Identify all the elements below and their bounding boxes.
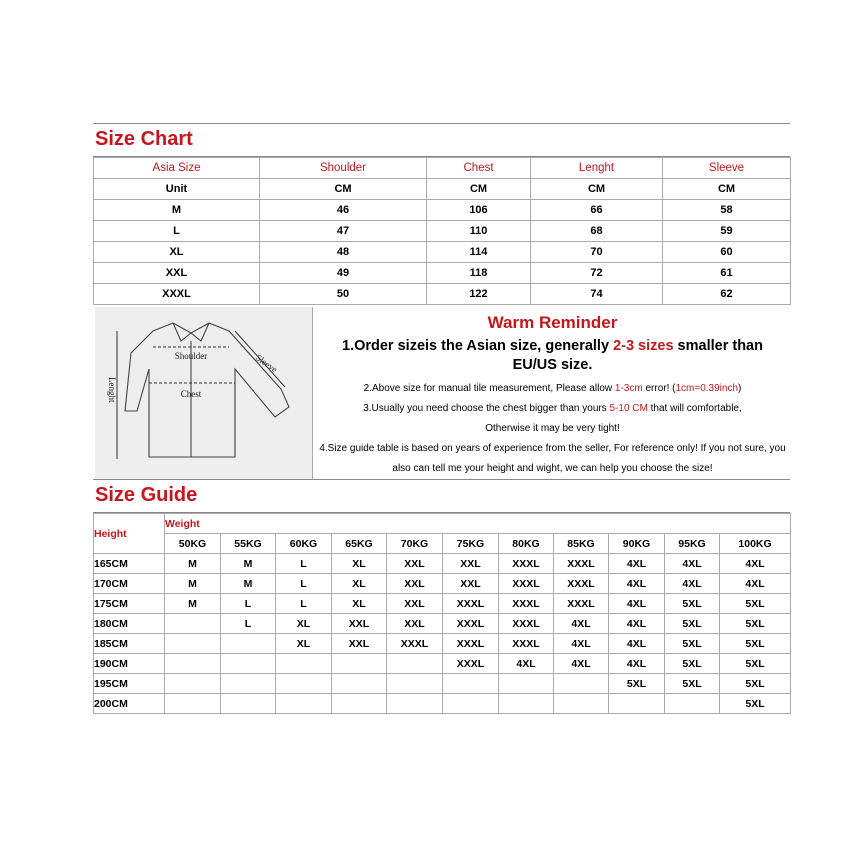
size-cell: 4XL: [609, 574, 665, 594]
table-cell: 46: [260, 200, 427, 221]
size-cell: 4XL: [499, 654, 554, 674]
table-row: [94, 634, 791, 654]
size-cell: [221, 654, 276, 674]
weight-header: 100KG: [720, 534, 791, 554]
size-cell: M: [165, 554, 221, 574]
table-cell: 62: [663, 284, 791, 305]
table-cell: 60: [663, 242, 791, 263]
size-cell: L: [276, 594, 332, 614]
weight-label-row: [94, 514, 791, 534]
weight-header: 85KG: [554, 534, 609, 554]
table-row: [94, 554, 791, 574]
size-cell: 5XL: [720, 654, 791, 674]
size-cell: [609, 694, 665, 714]
table-cell: 47: [260, 221, 427, 242]
table-cell: 72: [531, 263, 663, 284]
size-cell: [499, 674, 554, 694]
size-cell: XXXL: [443, 634, 499, 654]
weight-header: 50KG: [165, 534, 221, 554]
table-row: [94, 654, 791, 674]
size-cell: XXL: [332, 614, 387, 634]
size-cell: 5XL: [665, 614, 720, 634]
reminder-line-4: 4.Size guide table is based on years of experience from the seller, For reference only! If you not sure, you also can tell me your height and wight, we can help you choose the size!: [319, 443, 786, 474]
size-cell: XXXL: [499, 594, 554, 614]
diagram-sleeve-label: Sleeve: [253, 352, 280, 375]
size-cell: XXXL: [554, 574, 609, 594]
table-cell: 66: [531, 200, 663, 221]
column-header: Shoulder: [260, 158, 427, 179]
diagram-length-label: Lenght: [107, 377, 117, 403]
size-cell: L: [221, 594, 276, 614]
size-cell: XXXL: [499, 574, 554, 594]
table-cell: 68: [531, 221, 663, 242]
size-cell: [276, 674, 332, 694]
size-cell: [387, 674, 443, 694]
size-cell: XXL: [443, 574, 499, 594]
size-cell: XXXL: [443, 654, 499, 674]
column-header: Chest: [427, 158, 531, 179]
column-header: Asia Size: [94, 158, 260, 179]
size-cell: XXXL: [499, 634, 554, 654]
size-cell: 5XL: [665, 674, 720, 694]
table-cell: 110: [427, 221, 531, 242]
size-cell: [165, 694, 221, 714]
weight-header: 75KG: [443, 534, 499, 554]
reminder-title: Warm Reminder: [487, 313, 618, 332]
size-cell: XXL: [387, 594, 443, 614]
size-cell: XL: [276, 614, 332, 634]
size-cell: M: [165, 594, 221, 614]
size-cell: [665, 694, 720, 714]
reminder-notes: [315, 305, 790, 479]
table-cell: 61: [663, 263, 791, 284]
size-cell: 4XL: [609, 654, 665, 674]
size-cell: 5XL: [720, 694, 791, 714]
size-cell: 4XL: [665, 554, 720, 574]
size-guide-title: Size Guide: [95, 484, 198, 506]
table-cell: CM: [260, 179, 427, 200]
size-cell: XXL: [387, 574, 443, 594]
size-cell: 4XL: [609, 554, 665, 574]
table-cell: M: [94, 200, 260, 221]
table-cell: 122: [427, 284, 531, 305]
table-cell: CM: [531, 179, 663, 200]
table-cell: 50: [260, 284, 427, 305]
size-cell: XL: [332, 574, 387, 594]
size-cell: XXXL: [499, 554, 554, 574]
height-cell: 165CM: [94, 554, 165, 574]
size-cell: XXXL: [387, 634, 443, 654]
size-chart-title: Size Chart: [95, 128, 193, 150]
table-cell: 58: [663, 200, 791, 221]
table-row: [94, 179, 791, 200]
table-cell: XL: [94, 242, 260, 263]
size-cell: 5XL: [720, 614, 791, 634]
warm-reminder-section: [93, 305, 790, 480]
size-cell: [165, 674, 221, 694]
weight-header: 65KG: [332, 534, 387, 554]
table-cell: 48: [260, 242, 427, 263]
size-cell: 5XL: [720, 674, 791, 694]
size-cell: [165, 614, 221, 634]
shirt-icon: [95, 307, 312, 479]
table-row: [94, 284, 791, 305]
table-row: [94, 614, 791, 634]
size-cell: [554, 694, 609, 714]
table-cell: CM: [663, 179, 791, 200]
table-row: [94, 242, 791, 263]
size-cell: [387, 654, 443, 674]
height-cell: 175CM: [94, 594, 165, 614]
size-cell: L: [221, 614, 276, 634]
size-cell: XXL: [332, 634, 387, 654]
size-cell: M: [221, 554, 276, 574]
size-cell: M: [221, 574, 276, 594]
reminder-line-2: 2.Above size for manual tile measurement, Please allow 1-3cm error! (1cm=0.39inch): [363, 383, 742, 394]
height-label: Height: [94, 514, 165, 554]
table-cell: XXL: [94, 263, 260, 284]
size-cell: L: [276, 554, 332, 574]
size-cell: [165, 654, 221, 674]
shirt-measure-diagram: [95, 307, 313, 479]
column-header: Lenght: [531, 158, 663, 179]
weight-header: 90KG: [609, 534, 665, 554]
table-cell: 49: [260, 263, 427, 284]
table-cell: 59: [663, 221, 791, 242]
weight-header-row: [94, 534, 791, 554]
size-cell: 4XL: [554, 634, 609, 654]
reminder-line-3: 3.Usually you need choose the chest bigger than yours 5-10 CM that will comfortable,: [363, 403, 742, 414]
size-cell: XXXL: [554, 554, 609, 574]
size-cell: 4XL: [609, 614, 665, 634]
size-cell: XL: [332, 554, 387, 574]
size-cell: 4XL: [720, 554, 791, 574]
table-row: [94, 263, 791, 284]
diagram-shoulder-label: Shoulder: [174, 351, 208, 361]
size-cell: [332, 694, 387, 714]
size-guide-header: [93, 480, 790, 513]
size-cell: XL: [276, 634, 332, 654]
size-cell: [276, 694, 332, 714]
size-guide-table: [93, 513, 791, 714]
size-chart-table: [93, 157, 791, 305]
size-cell: 5XL: [609, 674, 665, 694]
size-cell: XXL: [387, 554, 443, 574]
height-cell: 185CM: [94, 634, 165, 654]
size-cell: [221, 634, 276, 654]
size-cell: [443, 674, 499, 694]
size-cell: 5XL: [665, 634, 720, 654]
table-row: [94, 594, 791, 614]
size-cell: XXXL: [499, 614, 554, 634]
weight-header: 95KG: [665, 534, 720, 554]
size-cell: [276, 654, 332, 674]
size-chart-header-row: [94, 158, 791, 179]
height-cell: 200CM: [94, 694, 165, 714]
table-cell: Unit: [94, 179, 260, 200]
size-chart-header: [93, 123, 790, 157]
height-cell: 170CM: [94, 574, 165, 594]
size-cell: XXL: [387, 614, 443, 634]
weight-header: 55KG: [221, 534, 276, 554]
height-cell: 180CM: [94, 614, 165, 634]
table-cell: 118: [427, 263, 531, 284]
size-cell: [443, 694, 499, 714]
table-cell: 114: [427, 242, 531, 263]
size-cell: XXL: [443, 554, 499, 574]
reminder-line-3b: Otherwise it may be very tight!: [485, 423, 620, 434]
weight-header: 70KG: [387, 534, 443, 554]
reminder-line-1: 1.Order sizeis the Asian size, generally 2-3 sizes smaller than EU/US size.: [342, 338, 763, 373]
size-cell: 4XL: [554, 614, 609, 634]
table-cell: L: [94, 221, 260, 242]
weight-header: 80KG: [499, 534, 554, 554]
column-header: Sleeve: [663, 158, 791, 179]
size-cell: XXXL: [554, 594, 609, 614]
table-cell: CM: [427, 179, 531, 200]
size-cell: 5XL: [720, 634, 791, 654]
table-row: [94, 574, 791, 594]
size-cell: [332, 674, 387, 694]
size-cell: [554, 674, 609, 694]
size-cell: [332, 654, 387, 674]
size-cell: [221, 674, 276, 694]
size-cell: [221, 694, 276, 714]
size-cell: L: [276, 574, 332, 594]
size-cell: [387, 694, 443, 714]
diagram-chest-label: Chest: [180, 389, 202, 399]
size-cell: 5XL: [665, 654, 720, 674]
size-cell: [165, 634, 221, 654]
table-row: [94, 674, 791, 694]
size-sheet: [93, 123, 790, 718]
table-cell: 106: [427, 200, 531, 221]
size-cell: 4XL: [720, 574, 791, 594]
size-cell: 4XL: [554, 654, 609, 674]
size-cell: [499, 694, 554, 714]
size-cell: 4XL: [609, 594, 665, 614]
table-row: [94, 200, 791, 221]
size-cell: XXXL: [443, 594, 499, 614]
size-cell: 5XL: [720, 594, 791, 614]
table-row: [94, 221, 791, 242]
weight-label: Weight: [165, 514, 791, 534]
table-cell: 70: [531, 242, 663, 263]
table-cell: XXXL: [94, 284, 260, 305]
size-cell: M: [165, 574, 221, 594]
size-cell: XL: [332, 594, 387, 614]
height-cell: 190CM: [94, 654, 165, 674]
size-cell: 4XL: [609, 634, 665, 654]
table-row: [94, 694, 791, 714]
size-cell: 4XL: [665, 574, 720, 594]
table-cell: 74: [531, 284, 663, 305]
height-cell: 195CM: [94, 674, 165, 694]
size-cell: XXXL: [443, 614, 499, 634]
weight-header: 60KG: [276, 534, 332, 554]
size-cell: 5XL: [665, 594, 720, 614]
